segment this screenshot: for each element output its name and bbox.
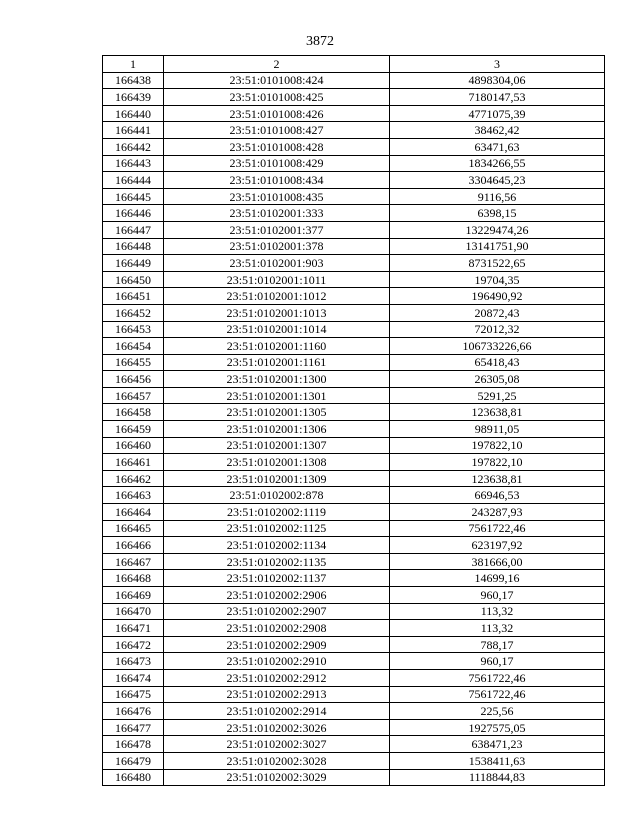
table-row [103,89,605,106]
table-row [103,404,605,421]
table-row [103,338,605,355]
cell-value: 960,17 [390,587,605,604]
table-row [103,504,605,521]
cell-cadastral-id: 23:51:0101008:429 [164,155,390,172]
cell-number: 166455 [103,354,164,371]
table-body [103,72,605,786]
cell-number: 166445 [103,188,164,205]
cell-value: 72012,32 [390,321,605,338]
cell-number: 166467 [103,553,164,570]
cell-value: 113,32 [390,620,605,637]
cell-cadastral-id: 23:51:0102002:1137 [164,570,390,587]
cell-value: 4771075,39 [390,105,605,122]
cell-value: 7561722,46 [390,669,605,686]
cell-cadastral-id: 23:51:0102002:1134 [164,537,390,554]
table-row [103,736,605,753]
table-row [103,454,605,471]
table-row [103,238,605,255]
cell-cadastral-id: 23:51:0102001:1161 [164,354,390,371]
cell-cadastral-id: 23:51:0102002:3028 [164,752,390,769]
cell-value: 14699,16 [390,570,605,587]
cell-cadastral-id: 23:51:0102002:1125 [164,520,390,537]
table-row [103,288,605,305]
cell-number: 166453 [103,321,164,338]
table-row [103,537,605,554]
cell-number: 166466 [103,537,164,554]
column-header-number: 1 [103,56,164,73]
table-row [103,354,605,371]
table-row [103,105,605,122]
cell-number: 166473 [103,653,164,670]
cell-cadastral-id: 23:51:0101008:434 [164,172,390,189]
cell-value: 1118844,83 [390,769,605,786]
table-row [103,221,605,238]
cell-value: 106733226,66 [390,338,605,355]
cell-value: 638471,23 [390,736,605,753]
cell-cadastral-id: 23:51:0102002:878 [164,487,390,504]
cell-cadastral-id: 23:51:0102001:378 [164,238,390,255]
cell-cadastral-id: 23:51:0102002:3029 [164,769,390,786]
cell-number: 166469 [103,587,164,604]
cell-number: 166446 [103,205,164,222]
table-row [103,620,605,637]
table-row [103,387,605,404]
table-row [103,653,605,670]
table-row [103,520,605,537]
cell-value: 26305,08 [390,371,605,388]
table-row [103,122,605,139]
cell-cadastral-id: 23:51:0102001:1300 [164,371,390,388]
table-header-row [103,56,605,73]
cell-value: 123638,81 [390,404,605,421]
cell-number: 166462 [103,470,164,487]
cell-number: 166472 [103,636,164,653]
cell-cadastral-id: 23:51:0101008:435 [164,188,390,205]
table-row [103,172,605,189]
cell-value: 7561722,46 [390,520,605,537]
cell-cadastral-id: 23:51:0102002:3026 [164,719,390,736]
cell-value: 960,17 [390,653,605,670]
cell-cadastral-id: 23:51:0102001:1011 [164,271,390,288]
table-row [103,188,605,205]
cell-value: 38462,42 [390,122,605,139]
cell-number: 166463 [103,487,164,504]
cell-value: 65418,43 [390,354,605,371]
cell-cadastral-id: 23:51:0102002:2914 [164,703,390,720]
table-row [103,719,605,736]
cell-number: 166459 [103,421,164,438]
column-header-value: 3 [390,56,605,73]
cell-number: 166438 [103,72,164,89]
cell-cadastral-id: 23:51:0102002:2908 [164,620,390,637]
cell-cadastral-id: 23:51:0102002:1119 [164,504,390,521]
cell-cadastral-id: 23:51:0102001:333 [164,205,390,222]
cell-value: 623197,92 [390,537,605,554]
cell-cadastral-id: 23:51:0102001:1307 [164,437,390,454]
cell-number: 166444 [103,172,164,189]
table-row [103,155,605,172]
cell-value: 7180147,53 [390,89,605,106]
cell-cadastral-id: 23:51:0102001:1305 [164,404,390,421]
cell-value: 20872,43 [390,304,605,321]
cell-cadastral-id: 23:51:0102002:2907 [164,603,390,620]
cell-value: 197822,10 [390,437,605,454]
cell-value: 13141751,90 [390,238,605,255]
table-row [103,271,605,288]
cell-number: 166460 [103,437,164,454]
cell-number: 166478 [103,736,164,753]
cell-value: 19704,35 [390,271,605,288]
cell-cadastral-id: 23:51:0102001:1014 [164,321,390,338]
cell-number: 166441 [103,122,164,139]
cell-value: 8731522,65 [390,255,605,272]
cell-cadastral-id: 23:51:0102001:1309 [164,470,390,487]
cell-number: 166447 [103,221,164,238]
cell-cadastral-id: 23:51:0102001:1012 [164,288,390,305]
cell-value: 1538411,63 [390,752,605,769]
cell-cadastral-id: 23:51:0102001:1013 [164,304,390,321]
table-row [103,72,605,89]
cell-number: 166448 [103,238,164,255]
table-row [103,703,605,720]
table-row [103,769,605,786]
cell-value: 66946,53 [390,487,605,504]
cell-value: 113,32 [390,603,605,620]
table-row [103,553,605,570]
table-row [103,138,605,155]
cell-number: 166465 [103,520,164,537]
cell-number: 166476 [103,703,164,720]
cell-cadastral-id: 23:51:0102002:2909 [164,636,390,653]
cell-number: 166480 [103,769,164,786]
cell-number: 166474 [103,669,164,686]
table-row [103,321,605,338]
cell-value: 381666,00 [390,553,605,570]
cell-value: 63471,63 [390,138,605,155]
table-row [103,587,605,604]
cell-cadastral-id: 23:51:0102001:1301 [164,387,390,404]
cell-value: 788,17 [390,636,605,653]
table-row [103,437,605,454]
cell-number: 166443 [103,155,164,172]
cell-cadastral-id: 23:51:0101008:428 [164,138,390,155]
table-row [103,636,605,653]
cell-value: 9116,56 [390,188,605,205]
cell-number: 166450 [103,271,164,288]
cell-cadastral-id: 23:51:0102002:2910 [164,653,390,670]
cell-number: 166451 [103,288,164,305]
table-row [103,752,605,769]
table-row [103,470,605,487]
cell-number: 166470 [103,603,164,620]
cell-number: 166449 [103,255,164,272]
cell-number: 166442 [103,138,164,155]
cell-number: 166477 [103,719,164,736]
cell-number: 166454 [103,338,164,355]
cell-cadastral-id: 23:51:0102002:3027 [164,736,390,753]
cell-value: 7561722,46 [390,686,605,703]
cell-cadastral-id: 23:51:0102002:2906 [164,587,390,604]
cell-cadastral-id: 23:51:0102001:903 [164,255,390,272]
cell-number: 166461 [103,454,164,471]
cell-cadastral-id: 23:51:0102002:2913 [164,686,390,703]
cell-cadastral-id: 23:51:0101008:427 [164,122,390,139]
cell-cadastral-id: 23:51:0102001:377 [164,221,390,238]
cell-cadastral-id: 23:51:0102001:1160 [164,338,390,355]
cell-value: 98911,05 [390,421,605,438]
cell-number: 166440 [103,105,164,122]
cell-value: 243287,93 [390,504,605,521]
cell-value: 4898304,06 [390,72,605,89]
table-row [103,255,605,272]
cell-value: 13229474,26 [390,221,605,238]
page-number: 3872 [306,34,334,49]
cadastral-value-table [102,55,605,786]
cell-value: 196490,92 [390,288,605,305]
cell-value: 5291,25 [390,387,605,404]
cell-cadastral-id: 23:51:0101008:425 [164,89,390,106]
column-header-cadastral-id: 2 [164,56,390,73]
cell-cadastral-id: 23:51:0102002:2912 [164,669,390,686]
cell-value: 1834266,55 [390,155,605,172]
cell-cadastral-id: 23:51:0101008:426 [164,105,390,122]
table-row [103,205,605,222]
cell-number: 166439 [103,89,164,106]
cell-cadastral-id: 23:51:0102001:1308 [164,454,390,471]
cell-number: 166479 [103,752,164,769]
cell-value: 3304645,23 [390,172,605,189]
table-row [103,669,605,686]
cell-value: 1927575,05 [390,719,605,736]
cell-number: 166458 [103,404,164,421]
cell-cadastral-id: 23:51:0102001:1306 [164,421,390,438]
table-row [103,570,605,587]
cell-cadastral-id: 23:51:0101008:424 [164,72,390,89]
cell-number: 166464 [103,504,164,521]
cell-number: 166452 [103,304,164,321]
cell-value: 225,56 [390,703,605,720]
cell-number: 166468 [103,570,164,587]
table-row [103,304,605,321]
table-row [103,603,605,620]
table-row [103,421,605,438]
cell-cadastral-id: 23:51:0102002:1135 [164,553,390,570]
cell-value: 6398,15 [390,205,605,222]
cell-value: 197822,10 [390,454,605,471]
cell-number: 166475 [103,686,164,703]
table-row [103,371,605,388]
cell-number: 166457 [103,387,164,404]
table-row [103,686,605,703]
cell-value: 123638,81 [390,470,605,487]
cell-number: 166456 [103,371,164,388]
table-row [103,487,605,504]
cell-number: 166471 [103,620,164,637]
